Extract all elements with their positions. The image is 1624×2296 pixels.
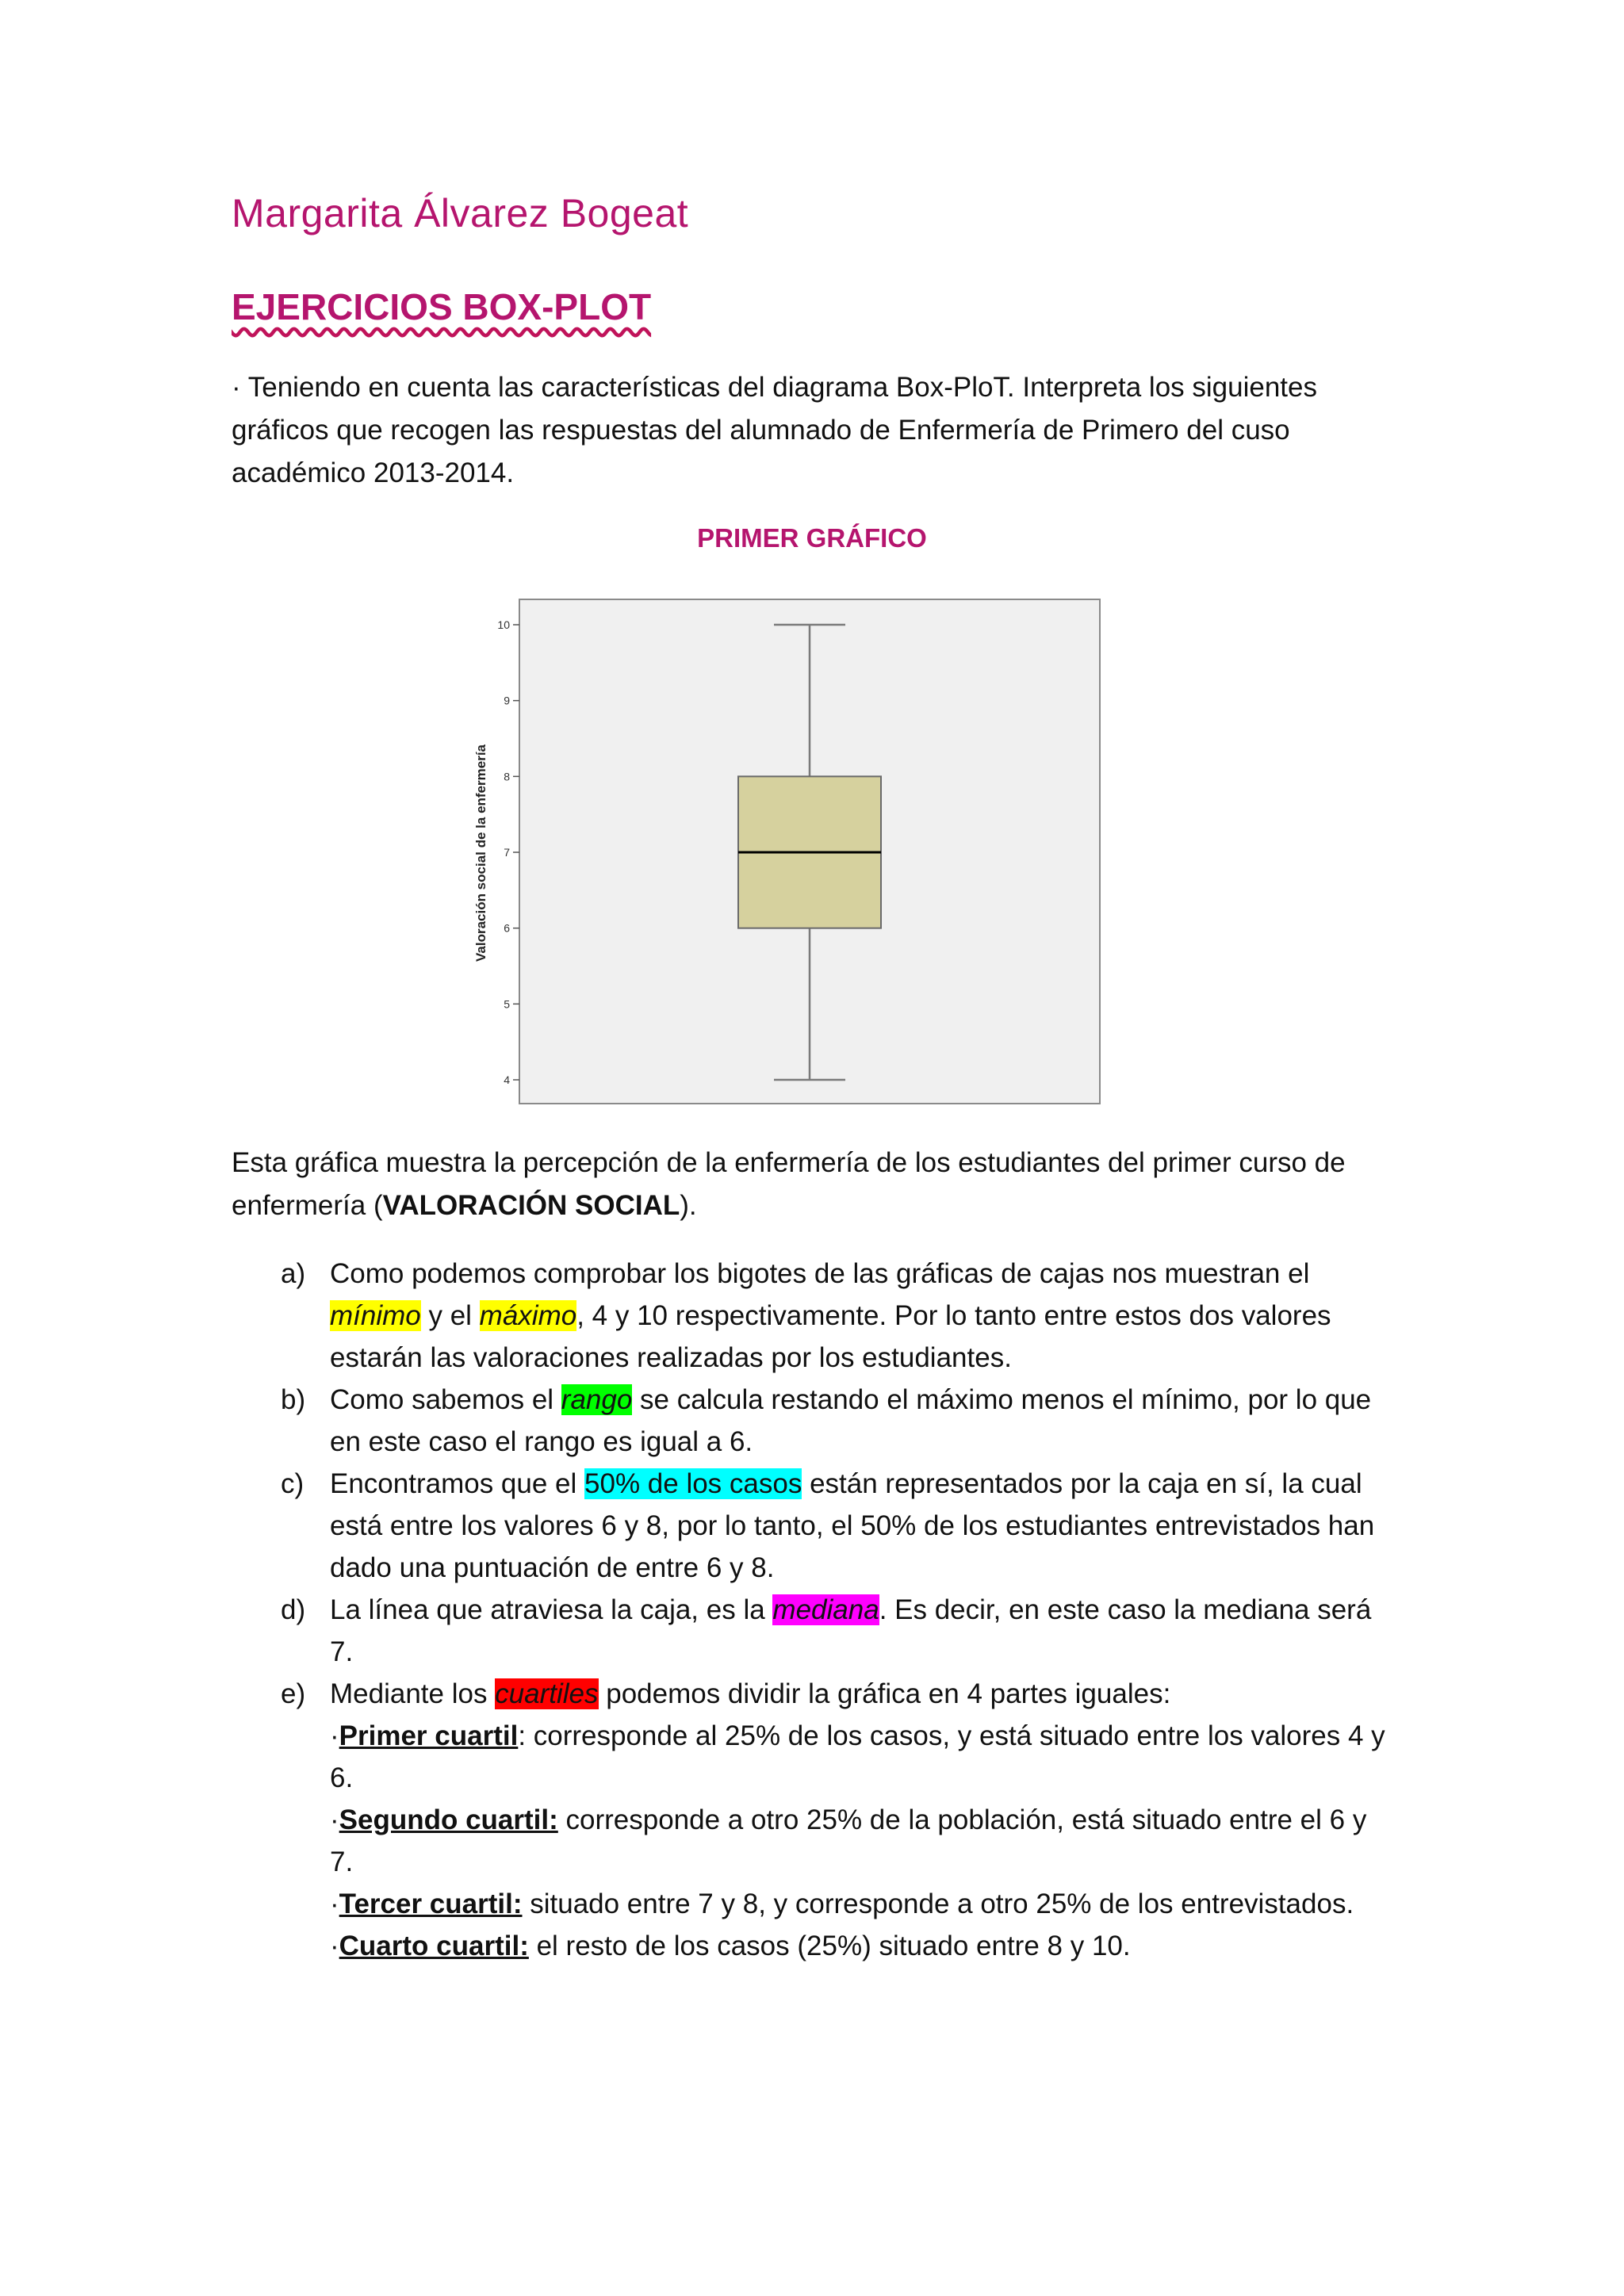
list-letter: a) [281,1258,306,1289]
intro-paragraph: · Teniendo en cuenta las características del diagrama Box-PloT. Interpreta los siguientes gráficos que recogen las respuestas del alumnado de Enfermería de Primero del cuso académico 2013-2014. [232,372,1317,488]
list-item-b [232,1379,1397,1463]
quartile-line-4: ·Cuarto cuartil: el resto de los casos (25%) situado entre 8 y 10. [330,1931,1131,1961]
highlight-50-percent: 50% de los casos [584,1468,802,1499]
boxplot-chart [444,587,1110,1110]
list-item-d [232,1589,1397,1673]
chart-heading: PRIMER GRÁFICO [697,523,927,553]
list-letter: d) [281,1594,306,1625]
quartile-label: Cuarto cuartil: [339,1931,529,1961]
y-axis-label: Valoración social de la enfermería [473,744,488,962]
y-axis-ticks [497,618,519,1086]
highlight-rango: rango [561,1384,633,1415]
author-name: Margarita Álvarez Bogeat [232,191,689,235]
quartile-text: el resto de los casos (25%) situado entre 8 y 10. [528,1931,1131,1961]
exercise-heading: EJERCICIOS BOX-PLOT [232,286,652,327]
item-text: están representados por la caja en sí, la cual está entre los valores 6 y 8, por lo tanto, el 50% de los estudiantes entrevistados han dado una puntuación de entre 6 y 8. [330,1468,1375,1583]
interpretation-list [232,1253,1397,1967]
quartile-label: Primer cuartil [339,1720,519,1751]
highlight-mediana: mediana [772,1594,879,1625]
description-text: Esta gráfica muestra la percepción de la enfermería de los estudiantes del primer curso de enfermería ( [232,1147,1346,1221]
quartile-text: corresponde a otro 25% de la población, está situado entre el 6 y 7. [330,1804,1367,1877]
item-text: Como podemos comprobar los bigotes de las gráficas de cajas nos muestran el [330,1258,1310,1289]
description-end: ). [680,1190,697,1221]
quartile-label: Tercer cuartil: [339,1888,523,1919]
item-text: . Es decir, en este caso la mediana será 7. [330,1594,1372,1667]
item-text: , 4 y 10 respectivamente. Por lo tanto entre estos dos valores estarán las valoraciones realizadas por los estudiantes. [330,1300,1331,1373]
quartile-line-3: ·Tercer cuartil: situado entre 7 y 8, y corresponde a otro 25% de los entrevistados. [330,1888,1354,1919]
list-letter: b) [281,1384,306,1415]
quartile-line-2: ·Segundo cuartil: corresponde a otro 25% de la población, está situado entre el 6 y 7. [330,1804,1367,1877]
y-tick-label: 7 [504,846,510,859]
quartile-line-1: ·Primer cuartil: corresponde al 25% de los casos, y está situado entre los valores 4 y 6. [330,1720,1385,1793]
item-text: Encontramos que el [330,1468,585,1499]
item-text: y el [420,1300,480,1331]
list-letter: c) [281,1468,304,1499]
y-tick-label: 4 [504,1073,510,1086]
item-text: La línea que atraviesa la caja, es la [330,1594,773,1625]
description-paragraph [232,1142,1397,1227]
list-item-a [232,1253,1397,1379]
highlight-minimo: mínimo [330,1300,421,1331]
list-letter: e) [281,1678,306,1709]
item-text: podemos dividir la gráfica en 4 partes iguales: [598,1678,1171,1709]
quartile-text: : corresponde al 25% de los casos, y está situado entre los valores 4 y 6. [330,1720,1385,1793]
list-item-e [232,1673,1397,1967]
y-tick-label: 5 [504,997,510,1011]
y-tick-label: 8 [504,770,510,783]
item-text: se calcula restando el máximo menos el mínimo, por lo que en este caso el rango es igual a 6. [330,1384,1372,1457]
y-tick-label: 10 [497,618,510,631]
description-bold: VALORACIÓN SOCIAL [382,1190,680,1221]
item-text: Mediante los [330,1678,496,1709]
highlight-cuartiles: cuartiles [495,1678,599,1709]
y-tick-label: 9 [504,694,510,707]
item-text: Como sabemos el [330,1384,561,1415]
highlight-maximo: máximo [479,1300,577,1331]
y-tick-label: 6 [504,921,510,935]
quartile-text: situado entre 7 y 8, y corresponde a otro 25% de los entrevistados. [522,1888,1354,1919]
boxplot-svg [444,587,1110,1110]
quartile-label: Segundo cuartil: [339,1804,558,1835]
list-item-c [232,1463,1397,1589]
